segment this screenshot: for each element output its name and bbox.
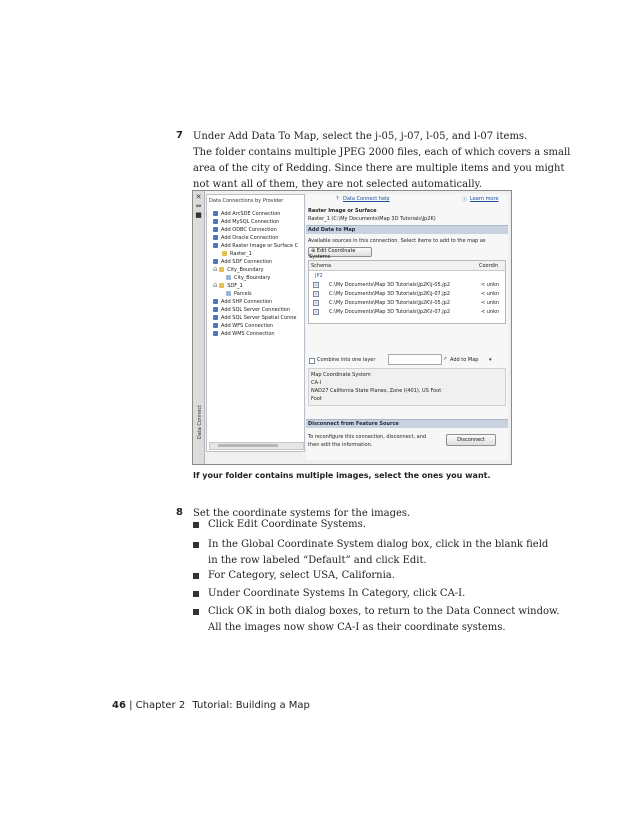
tree-item[interactable]: ⊟ SDF_1	[213, 283, 243, 289]
row-coord[interactable]: < unkn	[481, 300, 500, 306]
bullet-item	[193, 537, 549, 569]
connection-icon	[213, 299, 218, 304]
footer-separator: |	[129, 700, 133, 711]
map-coord-title: Map Coordinate System	[311, 372, 371, 378]
tree-item[interactable]: Add WFS Connection	[213, 323, 273, 329]
page-number: 46	[112, 700, 126, 711]
step-7-title: Under Add Data To Map, select the j-05, j-07, l-05, and l-07 items.	[193, 131, 528, 142]
map-coordinate-box	[308, 368, 506, 406]
connection-icon	[213, 219, 218, 224]
step-7-number: 7	[176, 130, 183, 141]
bullet-item	[193, 604, 560, 636]
disconnect-text-2: then edit the information.	[308, 442, 373, 448]
row-path: C:\My Documents\Map 3D Tutorials\Jp2K\l-07.jp2	[329, 309, 451, 315]
data-connect-help-link[interactable]: Data Connect help	[343, 196, 390, 202]
tree-item[interactable]: Add SQL Server Connection	[213, 307, 290, 313]
combine-checkbox[interactable]	[309, 358, 315, 364]
row-path: C:\My Documents\Map 3D Tutorials\Jp2K\l-05.jp2	[329, 300, 451, 306]
tree-item[interactable]: Add SQL Server Spatial Conne	[213, 315, 297, 321]
footer-title: Tutorial: Building a Map	[192, 700, 310, 711]
bullet-item	[193, 568, 523, 584]
learn-more-link[interactable]: Learn more	[470, 196, 499, 202]
pin-icon[interactable]: ⇔	[195, 202, 202, 210]
group-label: JP2	[315, 273, 323, 279]
close-icon[interactable]: ✕	[195, 193, 202, 201]
edit-coordinate-systems-button[interactable]: ⊕ Edit Coordinate Systems	[308, 247, 372, 257]
connection-icon	[213, 227, 218, 232]
map-coord-unit: Foot	[311, 396, 322, 402]
step-8-title: Set the coordinate systems for the images.	[193, 508, 411, 519]
column-schema[interactable]: Schema	[311, 263, 332, 269]
footer-chapter: Chapter 2	[135, 700, 186, 711]
disconnect-button[interactable]: Disconnect	[446, 434, 496, 446]
collapse-icon[interactable]: ⊟	[213, 267, 218, 273]
folder-icon	[219, 283, 224, 288]
connection-icon	[213, 331, 218, 336]
sources-grid	[308, 260, 506, 324]
section-title: Raster Image or Surface	[308, 208, 377, 214]
chevron-down-icon[interactable]: ▾	[489, 357, 492, 363]
layer-name-input[interactable]	[388, 354, 442, 365]
page-footer	[112, 700, 310, 711]
step-7-line-3: not want all of them, they are not selected automatically.	[193, 179, 483, 190]
disconnect-text-1: To reconfigure this connection, disconnect, and	[308, 434, 427, 440]
scrollbar-thumb[interactable]	[218, 444, 278, 447]
bullet-text: For Category, select USA, California.	[208, 570, 395, 581]
connections-tree-pane	[206, 194, 305, 452]
tree-item[interactable]: Add SDF Connection	[213, 259, 272, 265]
connection-icon	[213, 323, 218, 328]
folder-icon	[222, 251, 227, 256]
row-coord[interactable]: < unkn	[481, 291, 500, 297]
grid-header	[309, 261, 505, 271]
layer-icon	[226, 291, 231, 296]
folder-icon	[219, 267, 224, 272]
step-8-number: 8	[176, 507, 183, 518]
row-checkbox[interactable]: ✓	[314, 291, 318, 296]
bullet-square	[193, 522, 199, 528]
connection-icon	[213, 259, 218, 264]
row-path: C:\My Documents\Map 3D Tutorials\Jp2K\j-07.jp2	[329, 291, 451, 297]
tree-item[interactable]: Add ArcSDE Connection	[213, 211, 280, 217]
side-label: Data Connect	[197, 404, 204, 440]
add-to-map-icon: ➚	[443, 356, 448, 362]
collapse-icon[interactable]: ⊟	[213, 283, 218, 289]
row-coord[interactable]: < unkn	[481, 282, 500, 288]
combine-label: Combine into one layer	[317, 357, 376, 363]
connection-icon	[213, 243, 218, 248]
horizontal-scrollbar[interactable]	[209, 442, 304, 450]
add-data-header: Add Data to Map	[306, 225, 508, 234]
bullet-square	[193, 609, 199, 615]
step-7-line-1: The folder contains multiple JPEG 2000 files, each of which covers a small	[193, 147, 571, 158]
panel-title: Data Connections by Provider	[209, 198, 284, 204]
disconnect-header: Disconnect from Feature Source	[306, 419, 508, 428]
connection-details-pane	[306, 194, 508, 460]
layer-icon	[226, 275, 231, 280]
row-checkbox[interactable]: ✓	[314, 282, 318, 287]
connection-icon	[213, 211, 218, 216]
step-7-line-2: area of the city of Redding. Since there are multiple items and you might	[193, 163, 565, 174]
map-coord-desc: NAD27 California State Planes, Zone I(401), US Foot	[311, 388, 442, 394]
tree-item[interactable]: City_Boundary	[226, 275, 270, 281]
bullet-text: In the Global Coordinate System dialog box, click in the blank field	[208, 539, 549, 550]
tree-item[interactable]: Add WMS Connection	[213, 331, 275, 337]
row-checkbox[interactable]: ✓	[314, 300, 318, 305]
available-sources-text: Available sources in this connection. Select items to add to the map as	[308, 238, 486, 244]
menu-icon[interactable]: ■	[195, 211, 202, 219]
bullet-square	[193, 573, 199, 579]
bullet-text: All the images now show CA-I as their coordinate systems.	[208, 622, 506, 633]
globe-icon: ⊕	[311, 248, 316, 254]
connection-path: Raster_1 (C:\My Documents\Map 3D Tutorials\Jp2K)	[308, 216, 436, 222]
bullet-square	[193, 542, 199, 548]
bullet-square	[193, 591, 199, 597]
tree-item[interactable]: ⊟ City_Boundary	[213, 267, 264, 273]
connection-icon	[213, 235, 218, 240]
row-checkbox[interactable]: ✓	[314, 309, 318, 314]
add-to-map-button[interactable]: Add to Map	[450, 357, 479, 363]
tree-item[interactable]: Add MySQL Connection	[213, 219, 279, 225]
row-path: C:\My Documents\Map 3D Tutorials\Jp2K\j-05.jp2	[329, 282, 451, 288]
side-toolbar	[193, 191, 205, 464]
data-connect-screenshot	[192, 190, 512, 465]
tree-item[interactable]: Add Oracle Connection	[213, 235, 278, 241]
info-icon: ⓘ	[462, 197, 468, 203]
connection-icon	[213, 315, 218, 320]
row-coord[interactable]: < unkn	[481, 309, 500, 315]
map-coord-code: CA-I	[311, 380, 322, 386]
connection-icon	[213, 307, 218, 312]
tree-item[interactable]: Add SHP Connection	[213, 299, 272, 305]
tree-item[interactable]: Add Raster Image or Surface C	[213, 243, 298, 249]
tree-item[interactable]: Raster_1	[222, 251, 252, 257]
help-icon: ?	[336, 196, 339, 202]
bullet-item	[193, 586, 523, 602]
column-coordinate[interactable]: Coordin	[479, 263, 499, 269]
bullet-text: in the row labeled “Default” and click Edit.	[208, 555, 427, 566]
figure-caption: If your folder contains multiple images, select the ones you want.	[193, 471, 491, 480]
bullet-text: Click Edit Coordinate Systems.	[208, 519, 366, 530]
tree-item[interactable]: Parcels	[226, 291, 252, 297]
bullet-text: Click OK in both dialog boxes, to return to the Data Connect window.	[208, 606, 560, 617]
tree-item[interactable]: Add ODBC Connection	[213, 227, 277, 233]
bullet-text: Under Coordinate Systems In Category, click CA-I.	[208, 588, 466, 599]
bullet-item	[193, 517, 523, 533]
